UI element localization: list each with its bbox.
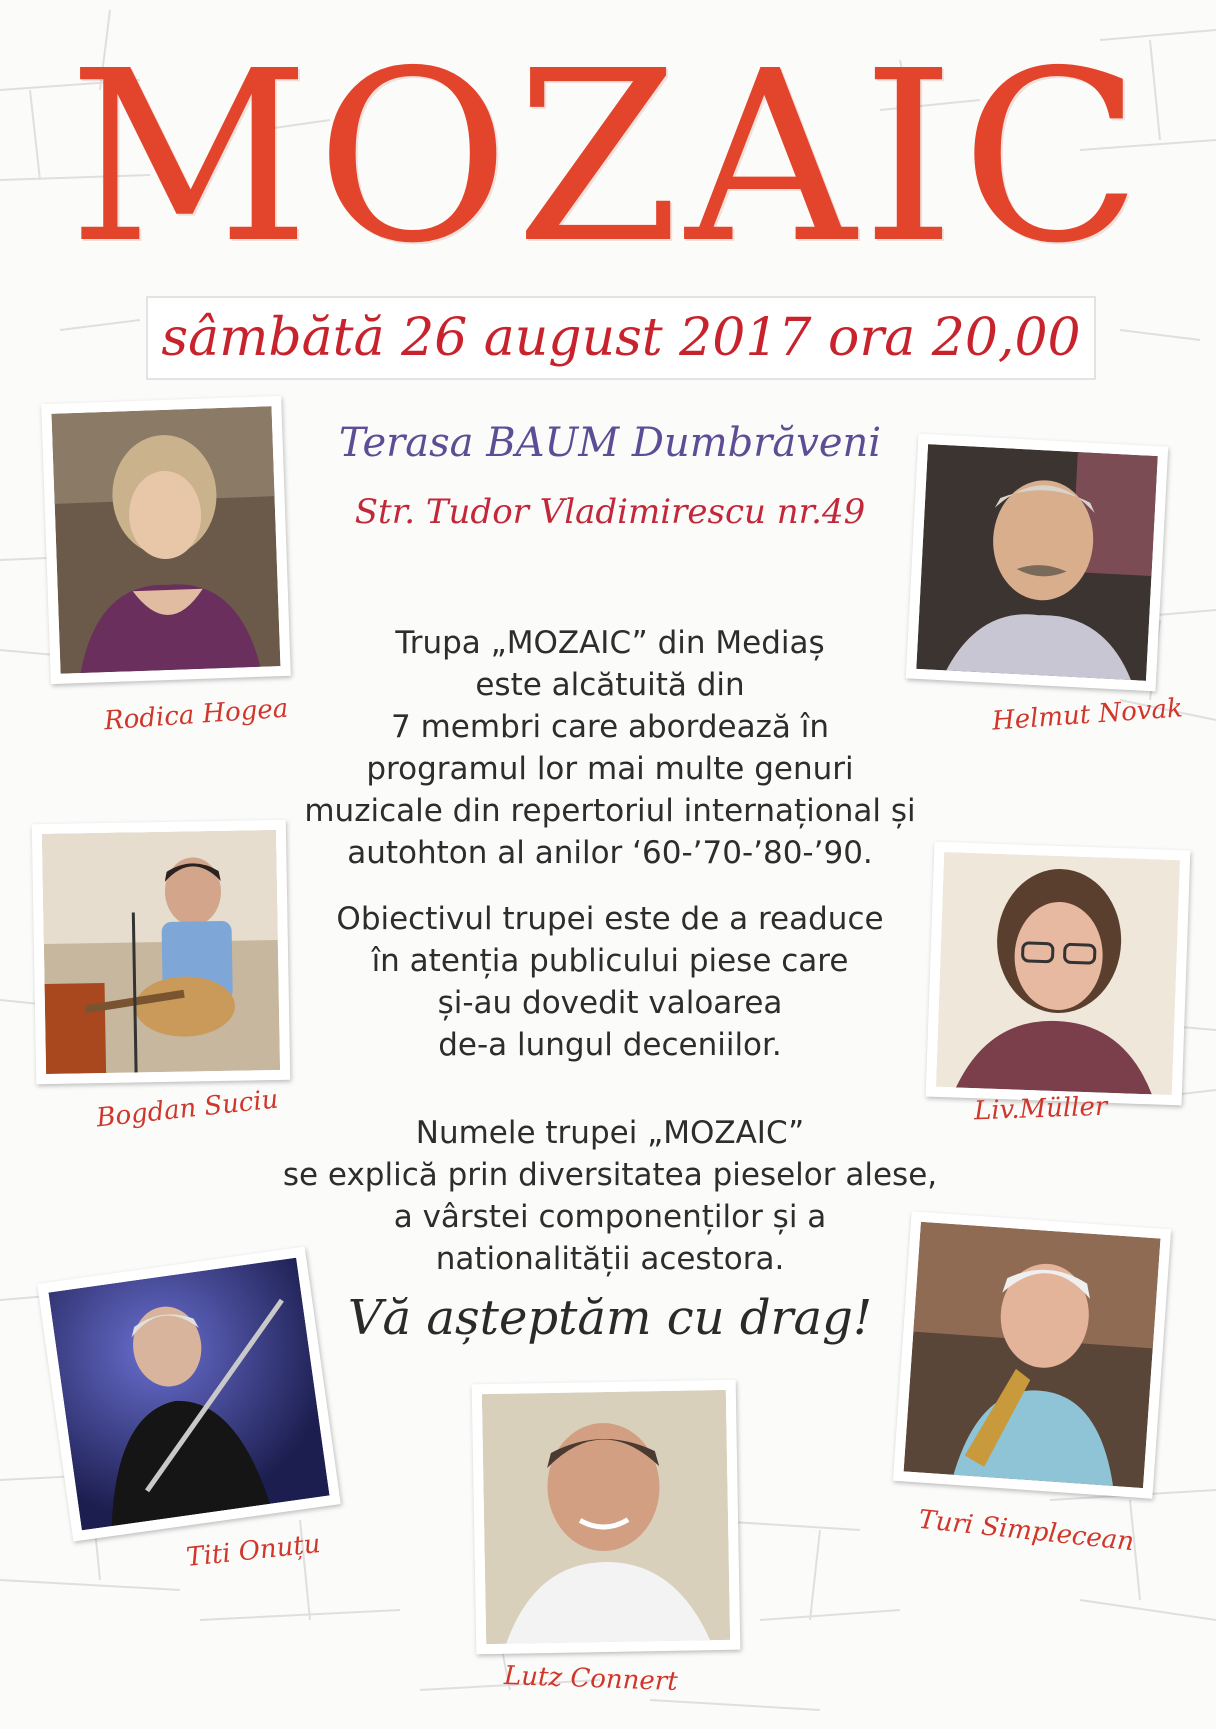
description-paragraph-1 xyxy=(250,622,970,874)
member-photo-lutz-connert xyxy=(472,1380,741,1655)
portrait-bassist-image xyxy=(49,1258,330,1530)
text-line: a vârstei componenților și a xyxy=(393,1199,827,1235)
date-banner xyxy=(146,296,1096,380)
member-caption-lutz-connert: Lutz Connert xyxy=(503,1660,679,1698)
member-caption-turi-simplecean: Turi Simplecean xyxy=(917,1504,1136,1558)
text-line: Trupa „MOZAIC” din Mediaș xyxy=(395,625,825,661)
venue-address: Str. Tudor Vladimirescu nr.49 xyxy=(354,492,866,532)
text-line: Obiectivul trupei este de a readuce xyxy=(336,901,884,937)
portrait-woman-image xyxy=(52,406,281,674)
member-caption-liv-muller: Liv.Müller xyxy=(973,1091,1108,1127)
member-caption-bogdan-suciu: Bogdan Suciu xyxy=(94,1084,280,1134)
description-paragraph-3 xyxy=(250,1112,970,1280)
portrait-saxophonist-image xyxy=(904,1222,1161,1488)
member-caption-rodica-hogea: Rodica Hogea xyxy=(103,693,290,737)
member-photo-bogdan-suciu xyxy=(32,820,290,1084)
text-line: autohton al anilor ‘60-’70-’80-’90. xyxy=(347,835,873,871)
portrait-woman-glasses-image xyxy=(936,852,1180,1095)
text-line: în atenția publicului piese care xyxy=(371,943,849,979)
text-line: muzicale din repertoriul internațional și xyxy=(304,793,916,829)
portrait-man-smiling-image xyxy=(482,1390,730,1644)
text-line: se explică prin diversitatea pieselor alese, xyxy=(282,1157,938,1193)
event-date-time: sâmbătă 26 august 2017 ora 20,00 xyxy=(161,308,1081,368)
member-photo-titi-onutu xyxy=(37,1246,341,1541)
member-caption-helmut-novak: Helmut Novak xyxy=(991,693,1184,737)
member-caption-titi-onutu: Titi Onuțu xyxy=(184,1529,322,1573)
description-paragraph-2 xyxy=(250,898,970,1066)
member-photo-rodica-hogea xyxy=(41,396,291,684)
closing-invitation: Vă așteptăm cu drag! xyxy=(347,1290,873,1346)
band-title: MOZAIC xyxy=(68,20,1148,295)
text-line: de-a lungul deceniilor. xyxy=(438,1027,782,1063)
text-line: programul lor mai multe genuri xyxy=(366,751,854,787)
text-line: și-au dovedit valoarea xyxy=(437,985,783,1021)
text-line: Numele trupei „MOZAIC” xyxy=(415,1115,805,1151)
member-photo-helmut-novak xyxy=(906,434,1168,692)
text-line: nationalității acestora. xyxy=(435,1241,785,1277)
portrait-guitarist-image xyxy=(42,830,280,1074)
text-line: este alcătuită din xyxy=(475,667,745,703)
text-line: 7 membri care abordează în xyxy=(391,709,829,745)
member-photo-turi-simplecean xyxy=(893,1211,1171,1498)
venue-name: Terasa BAUM Dumbrăveni xyxy=(338,420,882,466)
member-photo-liv-muller xyxy=(926,842,1191,1106)
portrait-man-mustache-image xyxy=(916,444,1157,681)
